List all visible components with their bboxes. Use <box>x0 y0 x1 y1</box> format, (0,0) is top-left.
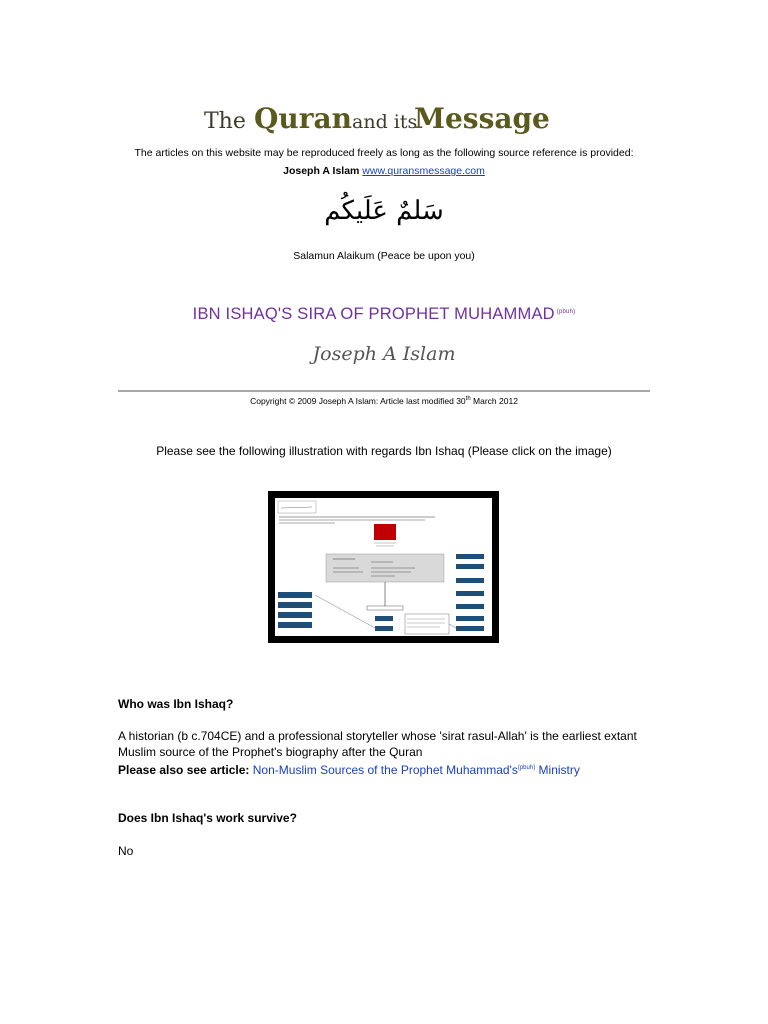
see-also-line <box>118 760 650 778</box>
ibn-ishaq-illustration-image[interactable] <box>268 491 499 643</box>
arabic-greeting: سَلمٌ عَلَيكُم <box>324 196 444 226</box>
illustration-intro: Please see the following illustration with regards Ibn Ishaq (Please click on the image) <box>156 444 612 458</box>
copyright-line <box>0 396 768 406</box>
signature-art <box>304 338 464 370</box>
illustration-diagram <box>275 498 492 636</box>
article-title <box>0 305 768 324</box>
copyright-prefix: Copyright © 2009 Joseph A Islam: Article last modified 30 <box>250 396 466 406</box>
reproduce-notice: The articles on this website may be reproduced freely as long as the following source reference is provided: <box>134 147 634 159</box>
signature-text: Joseph A Islam <box>312 343 456 365</box>
see-also-link-pbuh: (pbuh) <box>517 765 536 771</box>
copyright-suffix: March 2012 <box>470 396 518 406</box>
copyright-sup: th <box>465 396 471 403</box>
non-muslim-sources-link[interactable] <box>253 763 580 777</box>
article-title-text: IBN ISHAQ'S SIRA OF PROPHET MUHAMMAD <box>192 305 555 323</box>
author-signature <box>0 338 768 370</box>
illustration-canvas <box>275 498 492 636</box>
site-logo <box>0 92 768 142</box>
title-pbuh: (pbuh) <box>556 308 576 315</box>
see-also-link-end: Ministry <box>538 763 580 777</box>
greeting-translation: Salamun Alaikum (Peace be upon you) <box>293 250 475 262</box>
logo-message: Message <box>414 102 550 135</box>
answer-work-survive: No <box>118 844 134 858</box>
site-logo-art <box>184 92 584 142</box>
question-work-survive: Does Ibn Ishaq's work survive? <box>118 811 297 825</box>
source-reference <box>0 165 768 177</box>
logo-quran: Quran <box>254 102 352 135</box>
logo-the: The <box>204 109 246 134</box>
logo-and-its: and its <box>352 111 418 133</box>
author-name: Joseph A Islam <box>283 165 360 177</box>
see-also-link-text: Non-Muslim Sources of the Prophet Muhammad's <box>252 763 518 777</box>
see-also-label: Please also see article: <box>118 763 250 777</box>
website-link[interactable]: www.quransmessage.com <box>362 165 485 177</box>
header-divider <box>118 390 650 392</box>
answer-who-was-ibn-ishaq: A historian (b c.704CE) and a professional storyteller whose 'sirat rasul-Allah' is the earliest extant Muslim source of the Prophet's biography after the Quran <box>118 729 637 759</box>
question-who-was-ibn-ishaq: Who was Ibn Ishaq? <box>118 697 234 711</box>
